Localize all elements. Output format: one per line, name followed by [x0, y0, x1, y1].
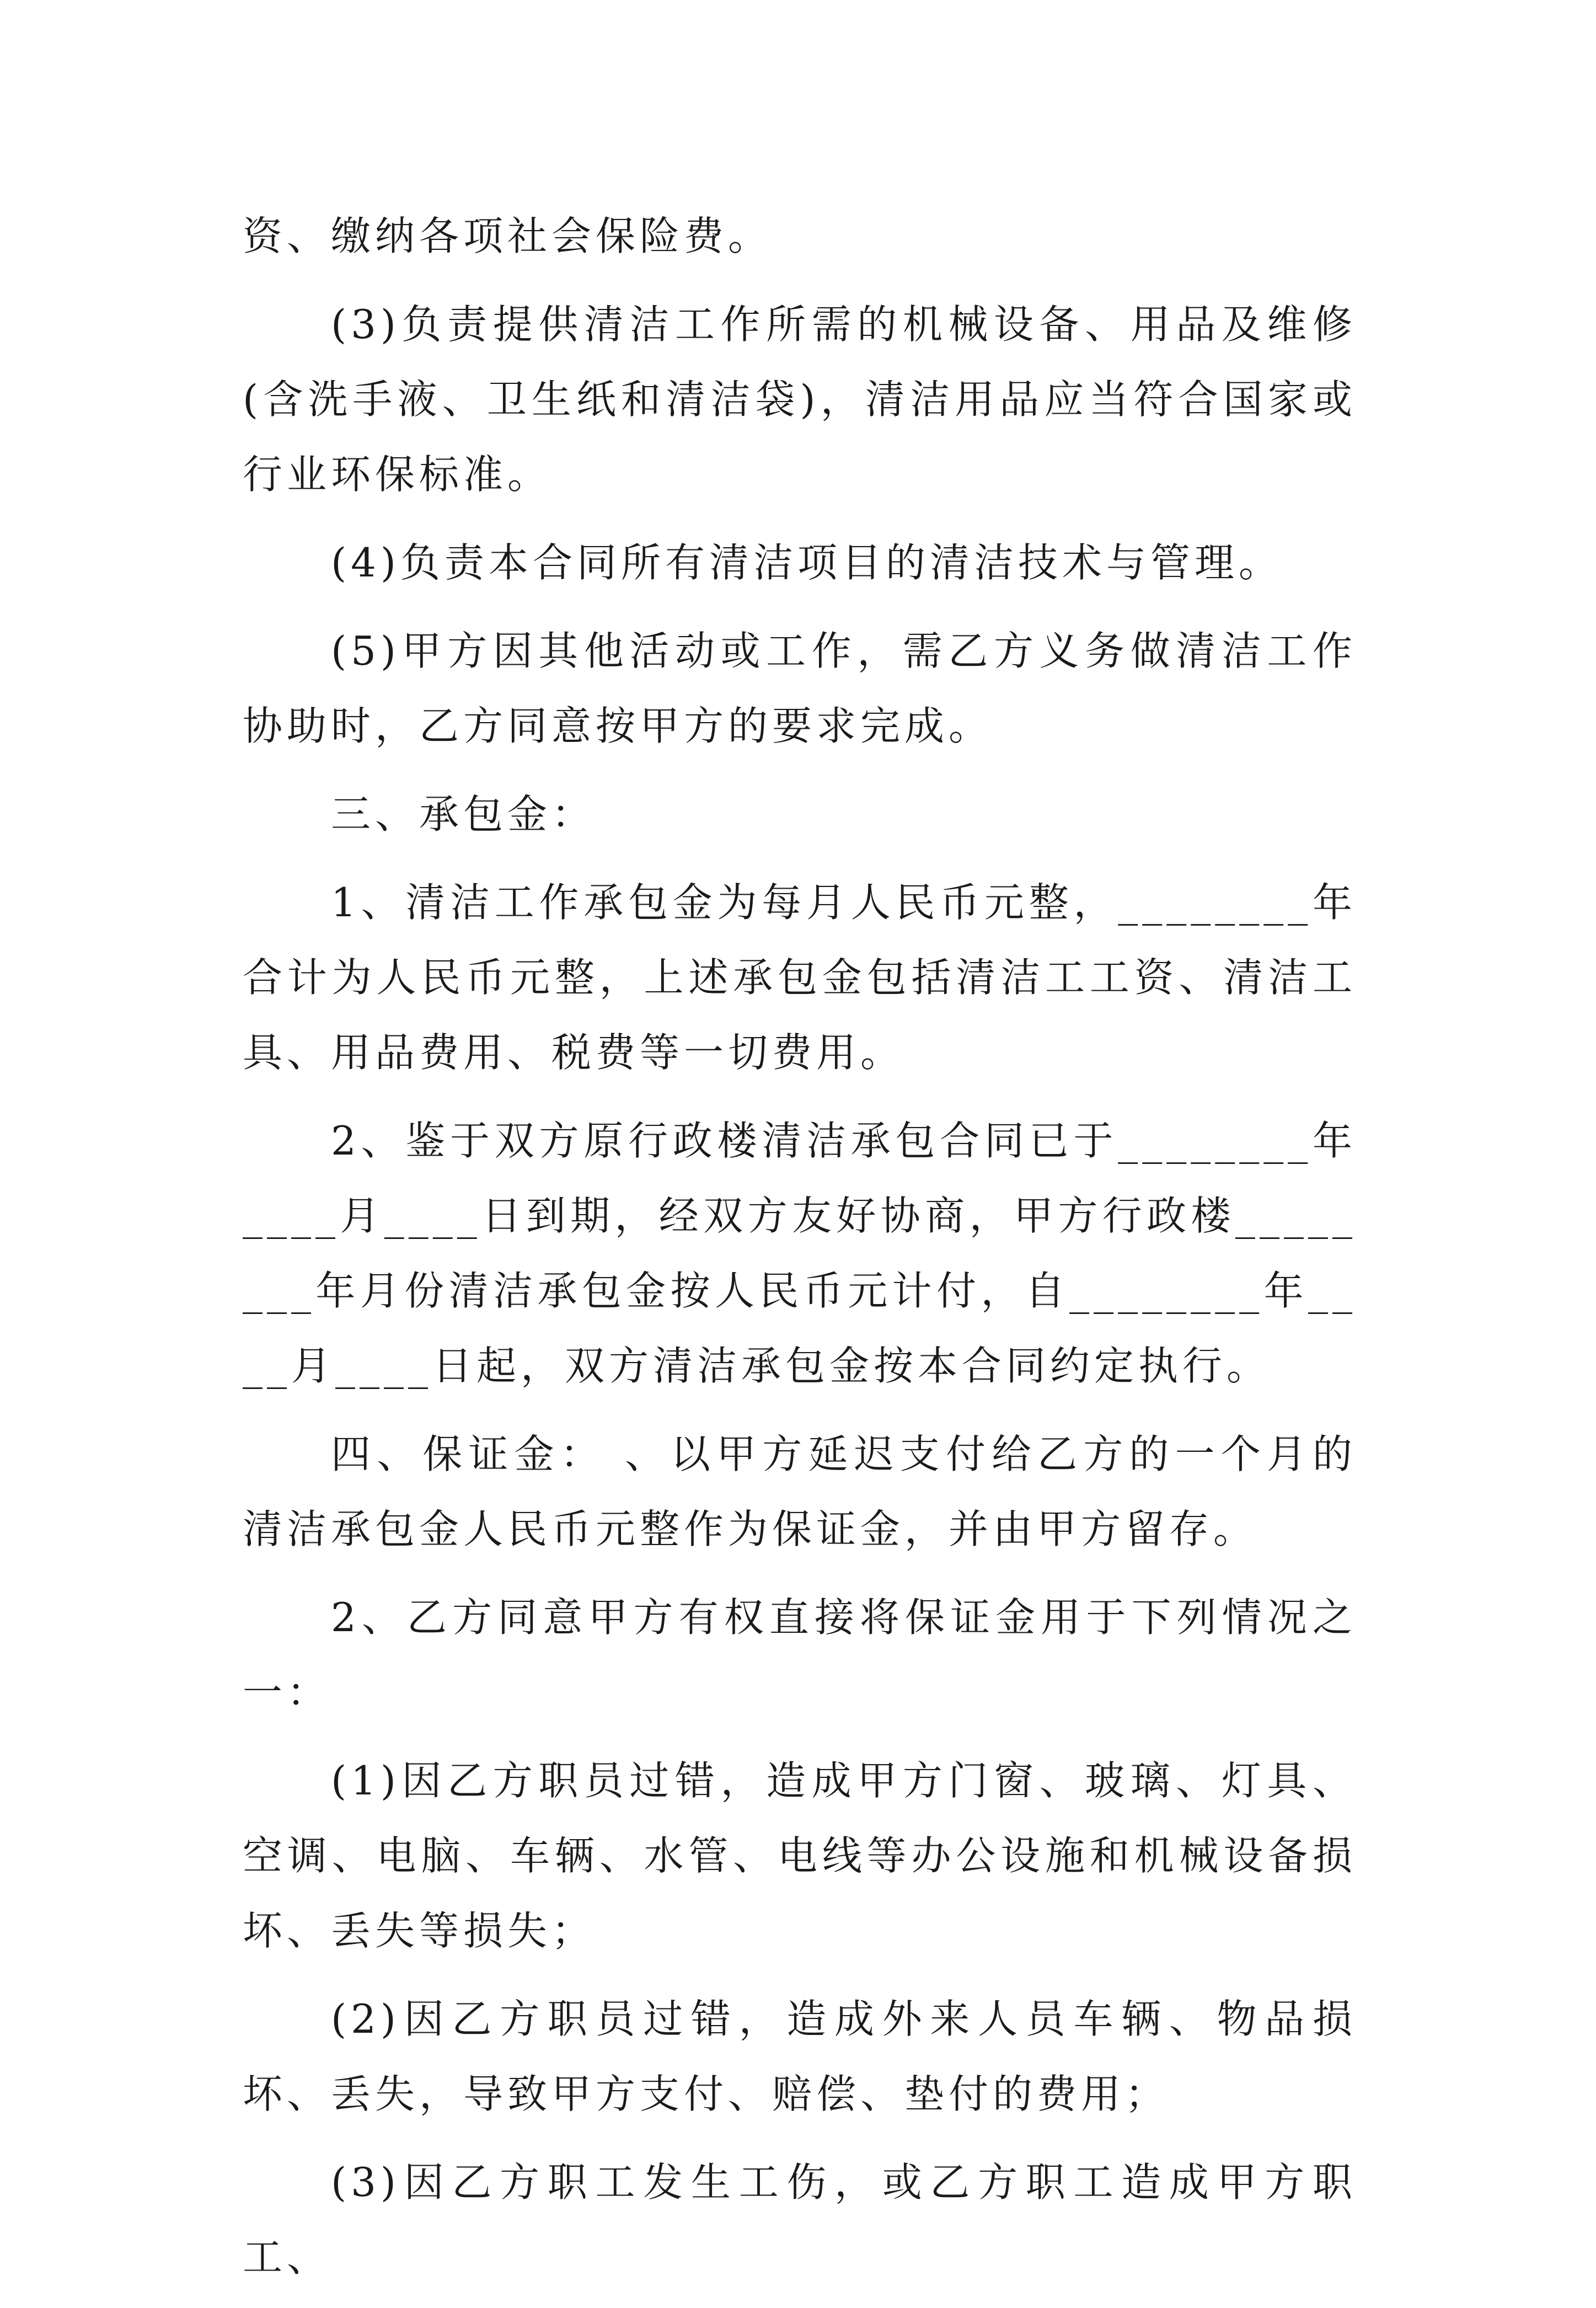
paragraph-9: 2、乙方同意甲方有权直接将保证金用于下列情况之一：: [243, 1594, 1357, 1716]
paragraph-12: (3)因乙方职工发生工伤，或乙方职工造成甲方职工、: [243, 2159, 1357, 2280]
paragraph-4: (5)甲方因其他活动或工作，需乙方义务做清洁工作协助时，乙方同意按甲方的要求完成。: [243, 628, 1357, 749]
paragraph-8: 四、保证金： 、以甲方延迟支付给乙方的一个月的清洁承包金人民币元整作为保证金，并由甲方留存。: [243, 1431, 1357, 1552]
paragraph-11: (2)因乙方职员过错，造成外来人员车辆、物品损坏、丢失，导致甲方支付、赔偿、垫付的费用；: [243, 1996, 1357, 2117]
paragraph-10: (1)因乙方职员过错，造成甲方门窗、玻璃、灯具、空调、电脑、车辆、水管、电线等办公设施和机械设备损坏、丢失等损失；: [243, 1757, 1357, 1954]
paragraph-7: 2、鉴于双方原行政楼清洁承包合同已于________年____月____日到期，经双方友好协商，甲方行政楼________年月份清洁承包金按人民币元计付，自________年____月____日起，双方清洁承包金按本合同约定执行。: [243, 1118, 1357, 1389]
paragraph-1: 资、缴纳各项社会保险费。: [243, 213, 773, 259]
paragraph-3: (4)负责本合同所有清洁项目的清洁技术与管理。: [331, 539, 1283, 586]
document-page: [243, 199, 1357, 2308]
paragraph-2: (3)负责提供清洁工作所需的机械设备、用品及维修(含洗手液、卫生纸和清洁袋)，清洁用品应当符合国家或行业环保标准。: [243, 301, 1357, 498]
section-heading-3: 三、承包金：: [331, 791, 596, 837]
paragraph-6: 1、清洁工作承包金为每月人民币元整，________年合计为人民币元整，上述承包金包括清洁工工资、清洁工具、用品费用、税费等一切费用。: [243, 879, 1357, 1076]
